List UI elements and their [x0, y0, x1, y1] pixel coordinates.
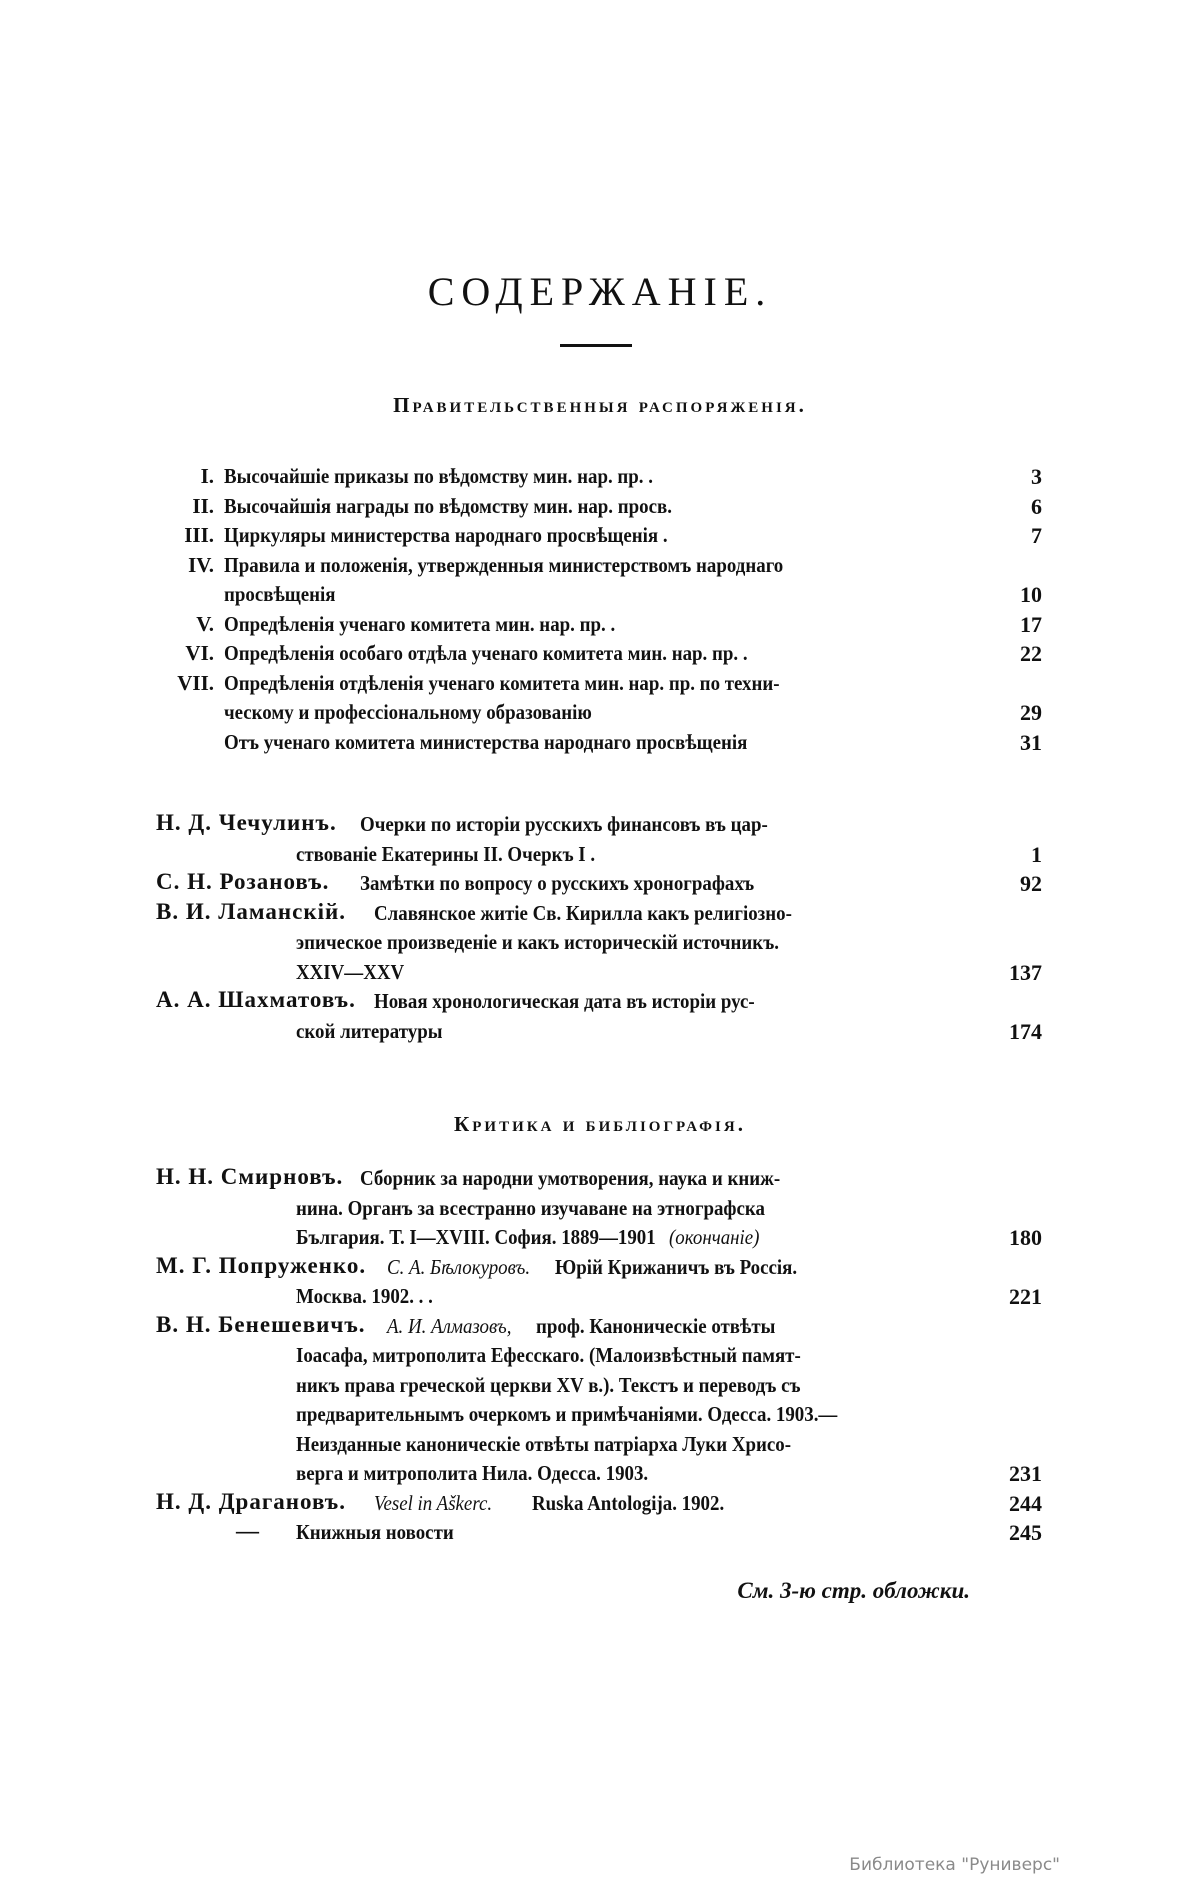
entry-title-line: Книжныя новости: [296, 1520, 454, 1544]
footer-note: См. 3-ю стр. обложки.: [737, 1578, 970, 1603]
entry-page-number: 29: [1020, 700, 1042, 725]
entry-author: А. А. Шахматовъ.: [156, 987, 356, 1012]
entry-title-line: Юрій Крижаничъ въ Россія.: [555, 1254, 798, 1279]
title-rule: [560, 344, 632, 347]
entry-page-number: 231: [1009, 1461, 1042, 1486]
entry-page-number: 31: [1020, 729, 1042, 755]
entry-title-line: эпическое произведеніе и какъ историческій источникъ.: [296, 930, 779, 954]
entry-page-number: 6: [1031, 493, 1042, 519]
entry-title-line: Опредѣленія особаго отдѣла ученаго комитета мин. нар. пр. .: [224, 641, 748, 665]
entry-page-number: 245: [1009, 1520, 1042, 1545]
entry-numeral: IV.: [188, 552, 214, 577]
watermark: Библиотека "Руниверс": [849, 1855, 1060, 1875]
entry-numeral: III.: [184, 523, 214, 547]
entry-page-number: 221: [1009, 1284, 1042, 1309]
entry-page-number: 174: [1009, 1018, 1042, 1044]
entry-title-line: проф. Каноническіе отвѣты: [536, 1313, 776, 1338]
entry-author: Н. Н. Смирновъ.: [156, 1164, 344, 1189]
entry-title-line: Отъ ученаго комитета министерства народнаго просвѣщенія: [224, 729, 748, 754]
entry-title-line: България. Т. I—XVIII. София. 1889—1901: [296, 1225, 656, 1249]
entry-author: С. Н. Розановъ.: [156, 869, 330, 894]
entry-title-line: Циркуляры министерства народнаго просвѣщенія .: [224, 523, 668, 547]
entry-page-number: 137: [1009, 959, 1042, 985]
entry-page-number: 3: [1031, 464, 1042, 489]
entry-numeral: I.: [200, 464, 214, 488]
entry-title-line: Высочайшіе приказы по вѣдомству мин. нар. пр. .: [224, 464, 653, 488]
entry-title-line: Сборник за народни умотворения, наука и книж-: [360, 1166, 781, 1190]
entry-author: В. И. Ламанскій.: [156, 898, 346, 924]
entry-note: (окончаніе): [668, 1225, 760, 1249]
entry-title-line: Замѣтки по вопросу о русскихъ хронографахъ: [360, 871, 755, 895]
entry-title-line: никъ права греческой церкви XV в.). Текстъ и переводъ съ: [296, 1372, 801, 1397]
entry-reviewed-author: Vesel in Aškerc.: [373, 1490, 492, 1515]
entry-title-line: XXIV—XXV: [296, 959, 405, 984]
section-heading-criticism: Критика и библіографія.: [454, 1112, 746, 1136]
entry-numeral: VI.: [185, 641, 214, 665]
entry-title-line: нина. Органъ за всестранно изучаване на этнографска: [296, 1195, 765, 1220]
entry-numeral: VII.: [177, 670, 214, 695]
entry-title-line: ской литературы: [296, 1018, 443, 1043]
entry-page-number: 22: [1020, 641, 1042, 666]
entry-page-number: 92: [1020, 871, 1042, 896]
entry-title-line: Ruska Antologija. 1902.: [532, 1490, 725, 1515]
entry-title-line: Очерки по исторіи русскихъ финансовъ въ цар-: [360, 812, 768, 836]
entry-author: В. Н. Бенешевичъ.: [156, 1311, 366, 1337]
entry-page-number: 10: [1020, 582, 1042, 607]
entry-title-line: Славянское житіе Св. Кирилла какъ религіозно-: [373, 900, 792, 925]
entry-page-number: 1: [1031, 841, 1042, 867]
entry-title-line: Правила и положенія, утвержденныя министерствомъ народнаго: [224, 552, 784, 577]
entry-title-line: Опредѣленія отдѣленія ученаго комитета мин. нар. пр. по техни-: [224, 670, 780, 695]
section-heading-government: Правительственныя распоряженія.: [393, 393, 807, 417]
entry-reviewed-author: С. А. Бѣлокуровъ.: [387, 1254, 531, 1279]
entry-title-line: верга и митрополита Нила. Одесса. 1903.: [296, 1461, 649, 1485]
entry-title-line: Высочайшія награды по вѣдомству мин. нар. просв.: [224, 493, 672, 518]
entry-title-line: Іоасафа, митрополита Ефесскаго. (Малоизвѣстный памят-: [296, 1343, 801, 1367]
entry-author: Н. Д. Чечулинъ.: [156, 810, 337, 835]
entry-title-line: Неизданные каноническіе отвѣты патріарха Луки Хрисо-: [296, 1431, 791, 1456]
entry-reviewed-author: А. И. Алмазовъ,: [387, 1313, 512, 1338]
entry-numeral: V.: [196, 611, 214, 636]
entry-title-line: ческому и профессіональному образованію: [224, 700, 592, 724]
entry-page-number: 17: [1020, 611, 1042, 637]
entry-title-line: предварительнымъ очеркомъ и примѣчаніями. Одесса. 1903.—: [296, 1402, 838, 1426]
entry-page-number: 7: [1031, 523, 1042, 548]
entry-dash: —: [236, 1518, 260, 1543]
entry-numeral: II.: [192, 493, 214, 518]
entry-author: Н. Д. Драгановъ.: [156, 1488, 346, 1514]
entry-author: М. Г. Попруженко.: [156, 1252, 367, 1278]
entry-title-line: Новая хронологическая дата въ исторіи рус-: [373, 989, 755, 1013]
entry-title-line: ствованіе Екатерины II. Очеркъ I .: [296, 841, 596, 866]
entry-title-line: Москва. 1902. . .: [296, 1284, 433, 1308]
entry-page-number: 180: [1009, 1225, 1042, 1250]
entry-title-line: Опредѣленія ученаго комитета мин. нар. пр. .: [224, 611, 616, 636]
page-title: СОДЕРЖАНІЕ.: [427, 269, 773, 314]
entry-page-number: 244: [1009, 1490, 1042, 1516]
entry-title-line: просвѣщенія: [224, 582, 336, 606]
